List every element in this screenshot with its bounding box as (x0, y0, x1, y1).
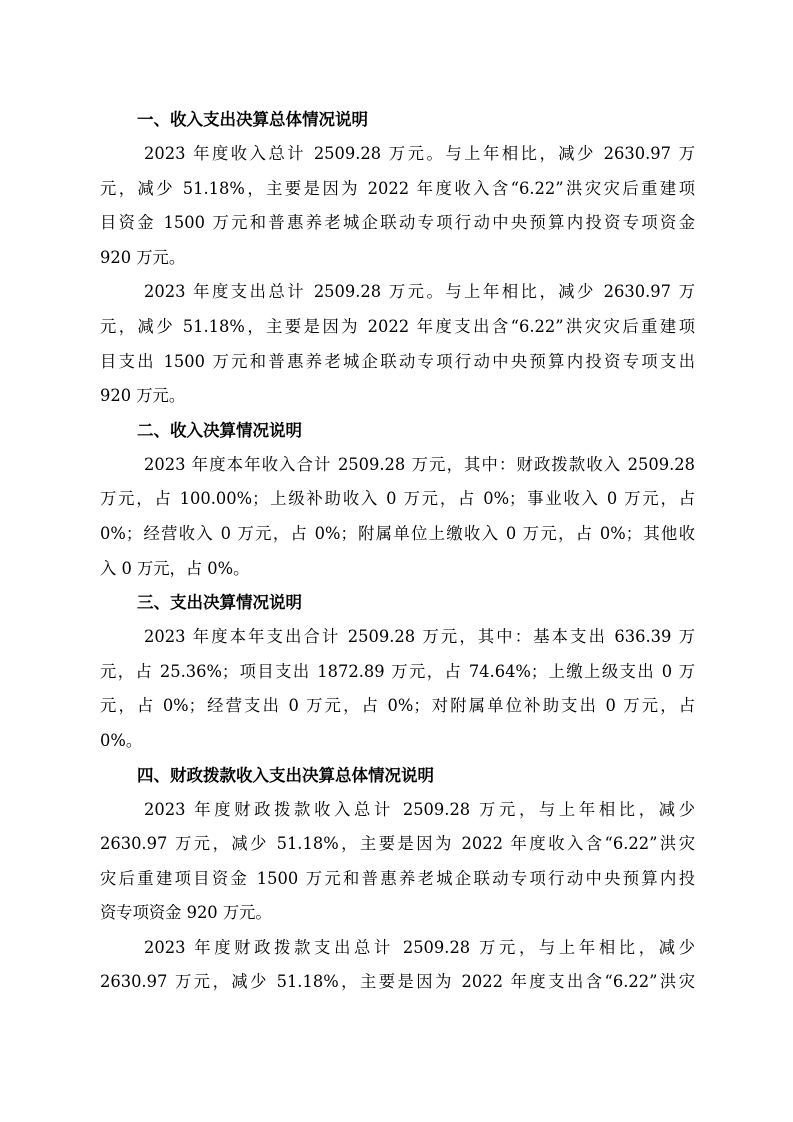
text-line: 灾后重建项目资金 1500 万元和普惠养老城企联动专项行动中央预算内投 (100, 868, 695, 888)
text-line: 0%；经营收入 0 万元，占 0%；附属单位上缴收入 0 万元，占 0%；其他收 (100, 523, 695, 543)
paragraph-income-detail (100, 448, 695, 586)
text-line: 2630.97 万元，减少 51.18%，主要是因为 2022 年度支出含“6.22”洪灾 (100, 972, 695, 992)
text-line: 资专项资金 920 万元。 (100, 903, 272, 923)
text-line: 920 万元。 (100, 247, 186, 267)
text-line: 2023 年度支出总计 2509.28 万元。与上年相比，减少 2630.97 万 (144, 282, 695, 302)
text-line: 2023 年度财政拨款收入总计 2509.28 万元，与上年相比，减少 (144, 799, 695, 819)
section-heading-2: 二、收入决算情况说明 (137, 420, 302, 440)
text-line: 2630.97 万元，减少 51.18%，主要是因为 2022 年度收入含“6.22”洪灾 (100, 834, 695, 854)
paragraph-fiscal-expense (100, 931, 695, 1000)
text-line: 元，占 25.36%；项目支出 1872.89 万元，占 74.64%；上缴上级支出 0 万 (100, 661, 695, 681)
text-line: 万元，占 100.00%；上级补助收入 0 万元，占 0%；事业收入 0 万元，占 (100, 489, 695, 509)
paragraph-expense-detail (100, 620, 695, 758)
section-heading-1: 一、收入支出决算总体情况说明 (137, 110, 368, 129)
text-line: 目支出 1500 万元和普惠养老城企联动专项行动中央预算内投资专项支出 (100, 351, 695, 371)
paragraph-income-expense-2 (100, 275, 695, 413)
text-line: 0%。 (100, 730, 143, 750)
paragraph-fiscal-income (100, 793, 695, 931)
text-line: 2023 年度本年支出合计 2509.28 万元，其中：基本支出 636.39 万 (144, 627, 695, 647)
text-line: 元，减少 51.18%，主要是因为 2022 年度支出含“6.22”洪灾灾后重建项 (100, 316, 695, 336)
section-heading-4: 四、财政拨款收入支出决算总体情况说明 (137, 765, 434, 785)
document-page (100, 103, 695, 1000)
text-line: 920 万元。 (100, 386, 186, 406)
paragraph-income-expense-1 (100, 137, 695, 275)
text-line: 元，占 0%；经营支出 0 万元，占 0%；对附属单位补助支出 0 万元，占 (100, 696, 695, 716)
text-line: 2023 年度收入总计 2509.28 万元。与上年相比，减少 2630.97 万 (144, 144, 695, 163)
text-line: 2023 年度财政拨款支出总计 2509.28 万元，与上年相比，减少 (144, 937, 695, 957)
text-line: 2023 年度本年收入合计 2509.28 万元，其中：财政拨款收入 2509.28 (144, 454, 695, 474)
text-line: 元，减少 51.18%，主要是因为 2022 年度收入含“6.22”洪灾灾后重建项 (100, 178, 695, 198)
text-line: 入 0 万元，占 0%。 (100, 558, 250, 578)
text-line: 目资金 1500 万元和普惠养老城企联动专项行动中央预算内投资专项资金 (100, 213, 695, 233)
section-heading-3: 三、支出决算情况说明 (137, 593, 302, 613)
